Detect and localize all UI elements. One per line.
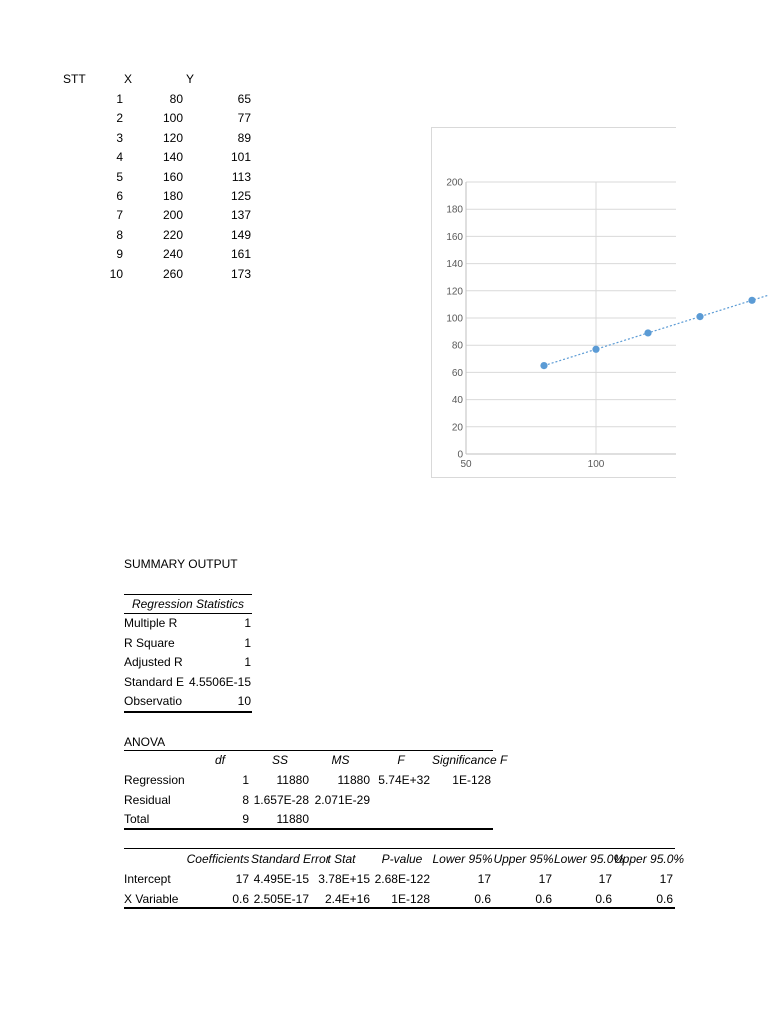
header-stt: STT [63, 72, 86, 86]
coef-header: t Stat [327, 852, 356, 866]
stt-cell: 1 [116, 92, 123, 106]
anova-cell: 11880 [276, 773, 309, 787]
y-tick-label: 20 [451, 422, 463, 434]
stat-value: 10 [237, 694, 251, 708]
anova-cell: 11880 [276, 812, 309, 826]
stt-cell: 8 [116, 228, 123, 242]
chart-plot-area [432, 128, 676, 477]
coef-cell: 17 [235, 872, 249, 886]
data-point [644, 329, 651, 336]
summary-title: SUMMARY OUTPUT [124, 557, 238, 571]
anova-cell: 1.657E-28 [253, 793, 309, 807]
coef-cell: 17 [598, 872, 612, 886]
coef-cell: 2.4E+16 [324, 892, 370, 906]
x-cell: 220 [162, 228, 183, 242]
coef-header: Coefficients [186, 852, 250, 866]
x-cell: 140 [162, 150, 183, 164]
y-cell: 89 [237, 131, 251, 145]
y-tick-label: 80 [451, 340, 463, 352]
y-cell: 101 [230, 150, 251, 164]
coef-cell: 0.6 [232, 892, 249, 906]
stat-label: Multiple R [124, 616, 178, 630]
stat-value: 1 [244, 636, 251, 650]
coef-cell: 4.495E-15 [253, 872, 309, 886]
scatter-chart[interactable] [431, 127, 676, 478]
anova-cell: 11880 [337, 773, 370, 787]
anova-header: Significance F [432, 753, 508, 767]
y-tick-label: 140 [446, 259, 463, 271]
coef-cell: 0.6 [474, 892, 491, 906]
stt-cell: 10 [109, 267, 123, 281]
y-tick-label: 200 [446, 177, 463, 189]
coef-cell: 0.6 [535, 892, 552, 906]
stt-cell: 5 [116, 170, 123, 184]
data-point [748, 297, 755, 304]
y-cell: 113 [231, 170, 251, 184]
divider [124, 828, 493, 830]
divider [124, 711, 252, 713]
coef-cell: 17 [659, 872, 673, 886]
y-cell: 125 [230, 189, 251, 203]
coef-cell: 2.505E-17 [253, 892, 309, 906]
anova-row-label: Total [124, 812, 150, 826]
x-cell: 240 [162, 247, 183, 261]
stt-cell: 9 [116, 247, 123, 261]
x-cell: 160 [162, 170, 183, 184]
y-tick-label: 120 [446, 286, 463, 298]
anova-header: SS [271, 753, 288, 767]
anova-header: MS [331, 753, 350, 767]
stt-cell: 3 [116, 131, 123, 145]
y-tick-label: 60 [451, 367, 463, 379]
anova-header: df [214, 753, 225, 767]
header-y: Y [186, 72, 195, 86]
anova-header: F [397, 753, 405, 767]
y-cell: 161 [230, 247, 251, 261]
divider [124, 594, 252, 595]
coef-cell: 17 [538, 872, 552, 886]
stt-cell: 2 [116, 111, 123, 125]
anova-title: ANOVA [124, 735, 166, 749]
x-cell: 260 [162, 267, 183, 281]
coef-row-label: X Variable [124, 892, 179, 906]
x-cell: 200 [162, 208, 183, 222]
anova-cell: 2.071E-29 [314, 793, 370, 807]
y-tick-label: 40 [451, 395, 463, 407]
coef-header: P-value [381, 852, 423, 866]
data-point [592, 346, 599, 353]
divider [124, 613, 252, 614]
coef-cell: 2.68E-122 [374, 872, 430, 886]
y-cell: 77 [237, 111, 251, 125]
x-cell: 120 [162, 131, 183, 145]
data-point [696, 313, 703, 320]
anova-cell: 9 [242, 812, 249, 826]
coef-header: Lower 95.0% [554, 852, 625, 866]
coef-header: Upper 95% [493, 852, 554, 866]
y-tick-label: 0 [457, 449, 463, 461]
stt-cell: 7 [116, 208, 123, 222]
x-cell: 180 [162, 189, 183, 203]
y-cell: 65 [237, 92, 251, 106]
coef-header: Upper 95.0% [614, 852, 685, 866]
stat-value: 1 [244, 655, 251, 669]
stt-cell: 4 [116, 150, 123, 164]
anova-cell: 8 [242, 793, 249, 807]
anova-cell: 1E-128 [452, 773, 491, 787]
stat-label: Observatio [124, 694, 183, 708]
y-cell: 137 [230, 208, 251, 222]
stat-label: R Square [124, 636, 175, 650]
y-tick-label: 180 [446, 204, 463, 216]
stat-value: 1 [244, 616, 251, 630]
coef-header: Lower 95% [432, 852, 493, 866]
coef-cell: 1E-128 [391, 892, 430, 906]
divider [124, 848, 675, 849]
x-cell: 100 [162, 111, 183, 125]
y-cell: 173 [230, 267, 251, 281]
header-x: X [124, 72, 133, 86]
coef-header: Standard Error [251, 852, 330, 866]
y-cell: 149 [230, 228, 251, 242]
trendline [544, 219, 768, 366]
y-tick-label: 160 [446, 231, 463, 243]
x-tick-label: 100 [587, 459, 605, 470]
coef-cell: 17 [477, 872, 491, 886]
stat-label: Adjusted R [124, 655, 183, 669]
anova-cell: 1 [242, 773, 249, 787]
anova-row-label: Residual [124, 793, 171, 807]
anova-row-label: Regression [124, 773, 185, 787]
coef-cell: 0.6 [595, 892, 612, 906]
coef-cell: 3.78E+15 [318, 872, 370, 886]
divider [124, 907, 675, 909]
stat-value: 4.5506E-15 [188, 675, 251, 689]
anova-cell: 5.74E+32 [378, 773, 430, 787]
data-point [540, 362, 547, 369]
coef-cell: 0.6 [656, 892, 673, 906]
coef-row-label: Intercept [124, 872, 171, 886]
y-tick-label: 100 [446, 313, 463, 325]
stt-cell: 6 [116, 189, 123, 203]
x-cell: 80 [169, 92, 183, 106]
stat-label: Standard E [124, 675, 185, 689]
x-tick-label: 50 [460, 459, 472, 470]
regression-statistics-header: Regression Statistics [131, 597, 245, 611]
divider [124, 750, 493, 751]
